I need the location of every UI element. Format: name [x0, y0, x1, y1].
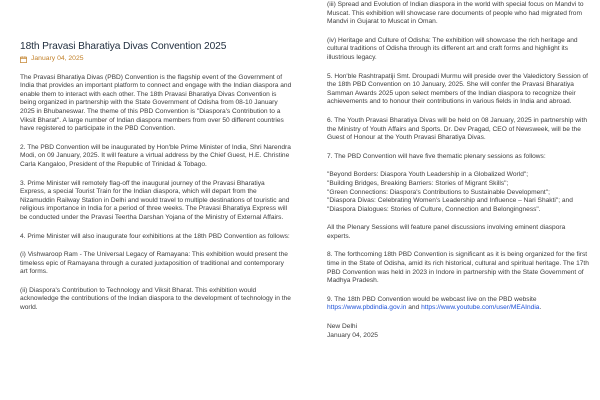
pbd-website-link[interactable]: https://www.pbdindia.gov.in	[327, 304, 407, 312]
publish-date-text: January 04, 2025	[31, 55, 84, 62]
exhibition-i: (i) Vishwaroop Ram - The Universal Legacy of Ramayana: This exhibition would present the timeless epic of Ramayana through a curated juxtaposition of traditional and contemporary art forms.	[20, 251, 288, 276]
article-title: 18th Pravasi Bharatiya Divas Convention 2025	[20, 41, 227, 52]
paragraph-2: 2. The PBD Convention will be inaugurated by Hon'ble Prime Minister of India, Shri Narendra Modi, on 09 January, 2025. It will feature a virtual address by the Chief Guest, H.E. Christine Carla Kangaloo, President of the Republic of Trinidad & Tobago.	[20, 143, 291, 168]
paragraph-intro: The Pravasi Bharatiya Divas (PBD) Convention is the flagship event of the Government of India that provides an important platform to connect and engage with the Indian diaspora and enable them to interact with each other. The 18th Pravasi Bharatiya Divas Convention is being organized in partnership with the State Government of Odisha from 08-10 January 2025 in Bhubaneswar. The theme of this PBD Convention is "Diaspora's Contribution to a Viksit Bharat". A large number of Indian diaspora members from over 50 different countries have registered to participate in the PBD Convention.	[20, 73, 292, 133]
paragraph-5: 5. Hon'ble Rashtrapatiji Smt. Droupadi Murmu will preside over the Valedictory Session of the 18th PBD Convention on 10 January, 2025. She will confer the Pravasi Bharatiya Samman Awards 2025 upon select members of the Indian diaspora to recognize their achievements and to honour their contributions in various fields in India and abroad.	[327, 72, 588, 106]
webcast-suffix: .	[539, 304, 542, 312]
paragraph-7: 7. The PBD Convention will have five thematic plenary sessions as follows:	[327, 152, 546, 160]
place: New Delhi	[327, 323, 358, 331]
paragraph-4: 4. Prime Minister will also inaugurate four exhibitions at the 18th PBD Convention as follows:	[20, 232, 290, 240]
right-column	[327, 1, 589, 340]
webcast-and: and	[406, 304, 422, 312]
left-column	[20, 40, 292, 323]
paragraph-8: 8. The forthcoming 18th PBD Convention is significant as it is being organized for the first time in the State of Odisha, amid its rich historical, cultural and spiritual heritage. The 17th PBD Convention was held in 2023 in Indore in partnership with the State Government of Madhya Pradesh.	[327, 251, 589, 285]
publish-date	[20, 55, 292, 64]
footer-date: January 04, 2025	[327, 331, 378, 339]
webcast-text: 9. The 18th PBD Convention would be webcast live on the PBD website	[327, 295, 537, 303]
exhibition-iv: (iv) Heritage and Culture of Odisha: The exhibition will showcase the rich heritage and cultural traditions of Odisha through its different art and craft forms and highlight its illustrious legacy.	[327, 36, 578, 61]
plenary-note: All the Plenary Sessions will feature panel discussions involving eminent diaspora experts.	[327, 224, 566, 240]
paragraph-6: 6. The Youth Pravasi Bharatiya Divas will be held on 08 January, 2025 in partnership with the Ministry of Youth Affairs and Sports. Dr. Dev Pragad, CEO of Newsweek, will be the Guest of Honour at the Youth Pravasi Bharatiya Divas.	[327, 116, 587, 142]
youtube-link[interactable]: https://www.youtube.com/user/MEAIndia	[421, 304, 540, 312]
calendar-icon	[20, 56, 27, 63]
exhibition-iii: (iii) Spread and Evolution of Indian diaspora in the world with special focus on Mandvi to Muscat. This exhibition will showcase rare documents of people who had migrated from Mandvi in Gujarat to Muscat in Oman.	[327, 1, 584, 26]
paragraph-3: 3. Prime Minister will remotely flag-off the inaugural journey of the Pravasi Bharatiya Express, a special Tourist Train for the Indian diaspora, which will depart from the Nizamuddin Railway Station in Delhi and would travel to multiple destinations of touristic and religious importance in India for a period of three weeks. The Pravasi Bharatiya Express will be conducted under the Pravasi Teertha Darshan Yojana of the Ministry of External Affairs.	[20, 179, 290, 221]
paragraph-9	[327, 296, 589, 313]
plenary-sessions-list: "Beyond Borders: Diaspora Youth Leadership in a Globalized World"; "Building Bridges, Breaking Barriers: Stories of Migrant Skills"; "Green Connections: Diaspora's Contributions to Sustainable Development"; "Diaspora Divas: Celebrating Women's Leadership and Influence – Nari Shakti"; and "Diaspora Dialogues: Stories of Culture, Connection and Belongingness".	[327, 171, 573, 213]
exhibition-ii: (ii) Diaspora's Contribution to Technology and Viksit Bharat. This exhibition would acknowledge the contributions of the Indian diaspora to the development of technology in the world.	[20, 286, 291, 312]
